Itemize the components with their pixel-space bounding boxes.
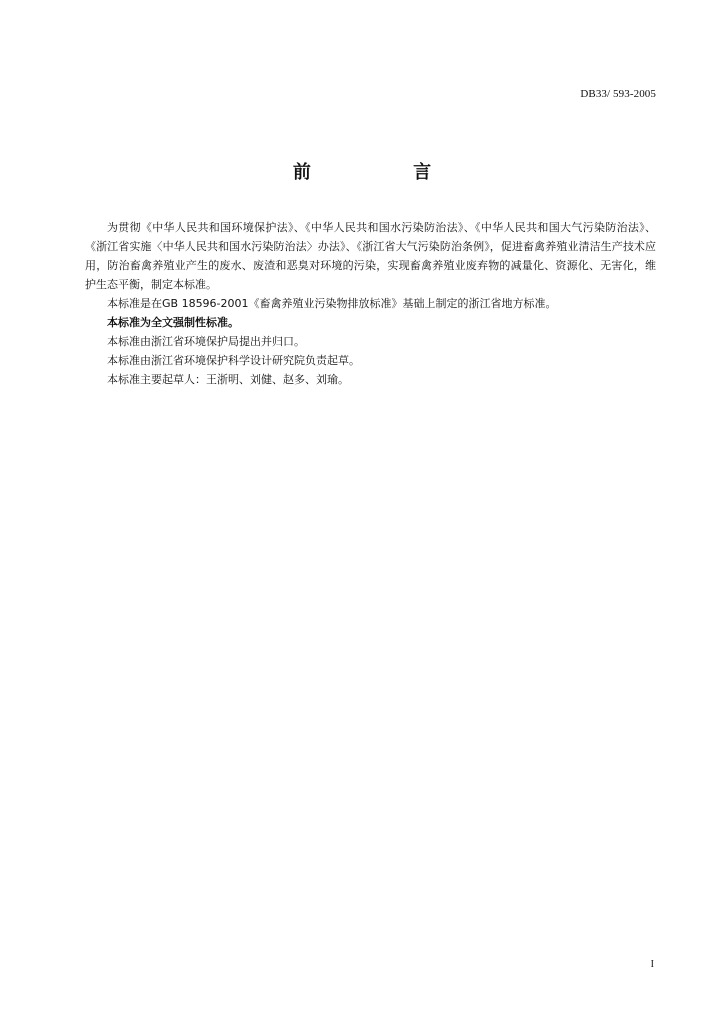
paragraph-proposer: 本标准由浙江省环境保护局提出并归口。 [107,335,305,348]
document-code: DB33/ 593-2005 [580,88,656,100]
paragraph-basis: 本标准是在GB 18596-2001《畜禽养殖业污染物排放标准》基础上制定的浙江省地方标准。 [107,297,557,310]
paragraph-authors: 本标准主要起草人：王浙明、刘健、赵多、刘瑜。 [107,373,349,386]
page-number: I [650,959,654,970]
paragraph-mandatory: 本标准为全文强制性标准。 [107,316,239,329]
page-title: 前 言 [292,162,480,183]
paragraph-purpose: 为贯彻《中华人民共和国环境保护法》、《中华人民共和国水污染防治法》、《中华人民共和国大气污染防治法》、《浙江省实施〈中华人民共和国水污染防治法〉办法》、《浙江省大气污染防治条例》，促进畜禽养殖业清洁生产技术应用，防治畜禽养殖业产生的废水、废渣和恶臭对环境的污染，实现畜禽养殖业废弃物的减量化、资源化、无害化，维护生态平衡，制定本标准。 [85,221,656,291]
foreword-content [85,218,656,389]
paragraph-drafter: 本标准由浙江省环境保护科学设计研究院负责起草。 [107,354,360,367]
